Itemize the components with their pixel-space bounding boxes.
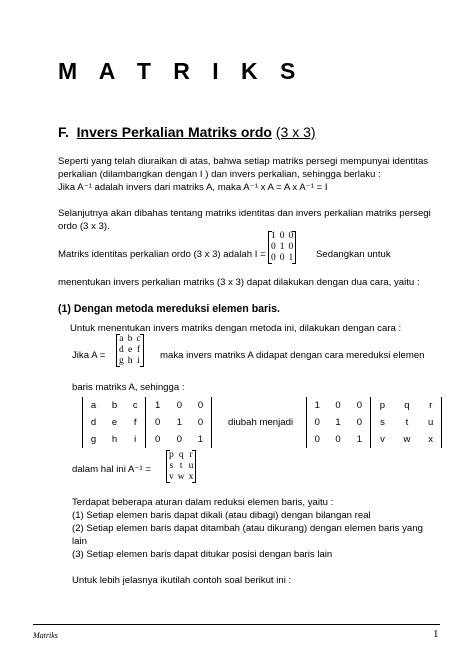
matrix-cell: f bbox=[137, 345, 141, 355]
footer-label: Matriks bbox=[33, 631, 58, 640]
matrix-cell: v bbox=[169, 472, 174, 482]
matrix-cell: e bbox=[128, 345, 133, 355]
matrix-cell: d bbox=[119, 345, 124, 355]
matrix-cell: e bbox=[111, 417, 118, 428]
matrix-cell: a bbox=[90, 400, 97, 411]
dalam-label: dalam hal ini A⁻¹ = bbox=[72, 464, 151, 475]
matrix-cell: c bbox=[132, 400, 138, 411]
matrix-cell: 0 bbox=[279, 253, 285, 263]
closing-line: Untuk lebih jelasnya ikutilah contoh soal berikut ini : bbox=[72, 575, 292, 586]
page-title: M A T R I K S bbox=[58, 58, 304, 84]
matrix-cell: f bbox=[133, 417, 137, 428]
section-heading bbox=[58, 124, 316, 140]
matrix-cell: v bbox=[371, 431, 394, 448]
identity-text: Matriks identitas perkalian ordo (3 x 3) adalah I = bbox=[58, 249, 266, 260]
rules-intro: Terdapat beberapa aturan dalam reduksi elemen baris, yaitu : bbox=[72, 497, 334, 508]
matrix-cell: p bbox=[169, 450, 174, 460]
matrix-cell: 0 bbox=[176, 400, 183, 411]
matrix-cell: 0 bbox=[314, 417, 320, 428]
matrix-cell: 1 bbox=[197, 434, 204, 445]
left-augmented-matrix bbox=[82, 397, 212, 448]
matrix-cell: r bbox=[189, 450, 193, 460]
right-augmented-matrix bbox=[306, 397, 442, 448]
method1-line-1: Untuk menentukan invers matriks dengan metoda ini, dilakukan dengan cara : bbox=[70, 323, 402, 334]
rule-item-2-cont: lain bbox=[72, 536, 87, 547]
matrix-cell: b bbox=[127, 334, 133, 344]
matrix-cell: w bbox=[403, 434, 411, 445]
matrix-cell: 0 bbox=[197, 417, 204, 428]
matrix-cell: t bbox=[405, 417, 409, 428]
matrix-cell: r bbox=[429, 400, 433, 411]
matrix-cell: 1 bbox=[356, 434, 362, 445]
intro-line-1: Seperti yang telah diuraikan di atas, bahwa setiap matriks persegi mempunyai identitas bbox=[58, 156, 429, 167]
matrix-cell: i bbox=[134, 434, 137, 445]
matrix-cell: 0 bbox=[271, 253, 276, 263]
matrix-cell: 0 bbox=[271, 242, 276, 252]
matrix-cell: 0 bbox=[279, 231, 285, 241]
matrix-a bbox=[116, 334, 144, 367]
matrix-cell: p bbox=[371, 397, 394, 414]
matrix-cell: 0 bbox=[335, 434, 341, 445]
matrix-cell: g bbox=[90, 434, 97, 445]
page-number: 1 bbox=[433, 628, 439, 640]
matrix-cell: c bbox=[136, 334, 141, 344]
matrix-cell: 1 bbox=[288, 253, 294, 263]
method1-line-3: baris matriks A, sehingga : bbox=[72, 382, 185, 393]
matrix-cell: 1 bbox=[335, 417, 341, 428]
para3: menentukan invers perkalian matriks (3 x 3) dapat dilakukan dengan dua cara, yaitu : bbox=[58, 277, 420, 288]
matrix-cell: u bbox=[188, 461, 194, 471]
matrix-cell: g bbox=[119, 356, 124, 366]
matrix-cell: 0 bbox=[335, 400, 341, 411]
rule-item-2: (2) Setiap elemen baris dapat ditambah (atau dikurang) dengan elemen baris yang bbox=[72, 523, 423, 534]
matrix-cell: 0 bbox=[356, 417, 362, 428]
matrix-cell: d bbox=[90, 417, 97, 428]
matrix-cell: 0 bbox=[146, 414, 169, 431]
matrix-cell: 1 bbox=[314, 400, 320, 411]
matrix-cell: 0 bbox=[314, 434, 320, 445]
matrix-cell: 0 bbox=[356, 400, 362, 411]
matrix-cell: 1 bbox=[176, 417, 183, 428]
para2-line-1: Selanjutnya akan dibahas tentang matriks identitas dan invers perkalian matriks persegi bbox=[58, 208, 431, 219]
matrix-cell: x bbox=[428, 434, 434, 445]
matrix-cell: h bbox=[127, 356, 133, 366]
matrix-cell: u bbox=[428, 417, 434, 428]
matrix-cell: 0 bbox=[288, 242, 294, 252]
matrix-cell: q bbox=[404, 400, 410, 411]
footer-divider bbox=[33, 624, 440, 625]
matrix-a-after: maka invers matriks A didapat dengan cara mereduksi elemen bbox=[160, 350, 425, 361]
matrix-cell: 1 bbox=[146, 397, 169, 414]
section-title: Invers Perkalian Matriks ordo bbox=[76, 124, 272, 140]
matrix-cell: a bbox=[119, 334, 124, 344]
matrix-cell: b bbox=[111, 400, 118, 411]
section-prefix: F. bbox=[58, 124, 69, 140]
jika-label: Jika A = bbox=[72, 350, 106, 361]
matrix-cell: s bbox=[169, 461, 174, 471]
matrix-cell: 0 bbox=[288, 231, 294, 241]
inverse-matrix bbox=[166, 450, 196, 483]
matrix-cell: s bbox=[371, 414, 394, 431]
para2-line-2: ordo (3 x 3). bbox=[58, 221, 110, 232]
matrix-cell: h bbox=[111, 434, 118, 445]
arrow-text: diubah menjadi bbox=[228, 417, 294, 428]
identity-after: Sedangkan untuk bbox=[316, 249, 391, 260]
matrix-cell: 1 bbox=[271, 231, 276, 241]
intro-line-3: Jika A⁻¹ adalah invers dari matriks A, maka A⁻¹ x A = A x A⁻¹ = I bbox=[58, 182, 328, 193]
matrix-cell: 0 bbox=[197, 400, 204, 411]
intro-line-2: perkalian (dilambangkan dengan I ) dan invers perkalian, sehingga berlaku : bbox=[58, 169, 381, 180]
identity-matrix bbox=[268, 231, 296, 264]
matrix-cell: 0 bbox=[176, 434, 183, 445]
rule-item-3: (3) Setiap elemen baris dapat ditukar posisi dengan baris lain bbox=[72, 549, 333, 560]
rule-item-1: (1) Setiap elemen baris dapat dikali (atau dibagi) dengan bilangan real bbox=[72, 510, 371, 521]
matrix-cell: i bbox=[137, 356, 140, 366]
matrix-cell: w bbox=[177, 472, 185, 482]
matrix-cell: 1 bbox=[279, 242, 285, 252]
section-order: (3 x 3) bbox=[275, 124, 316, 140]
matrix-cell: t bbox=[179, 461, 183, 471]
matrix-cell: q bbox=[178, 450, 184, 460]
matrix-cell: x bbox=[188, 472, 194, 482]
matrix-cell: 0 bbox=[146, 431, 169, 448]
method1-heading: (1) Dengan metoda mereduksi elemen baris. bbox=[58, 303, 280, 315]
